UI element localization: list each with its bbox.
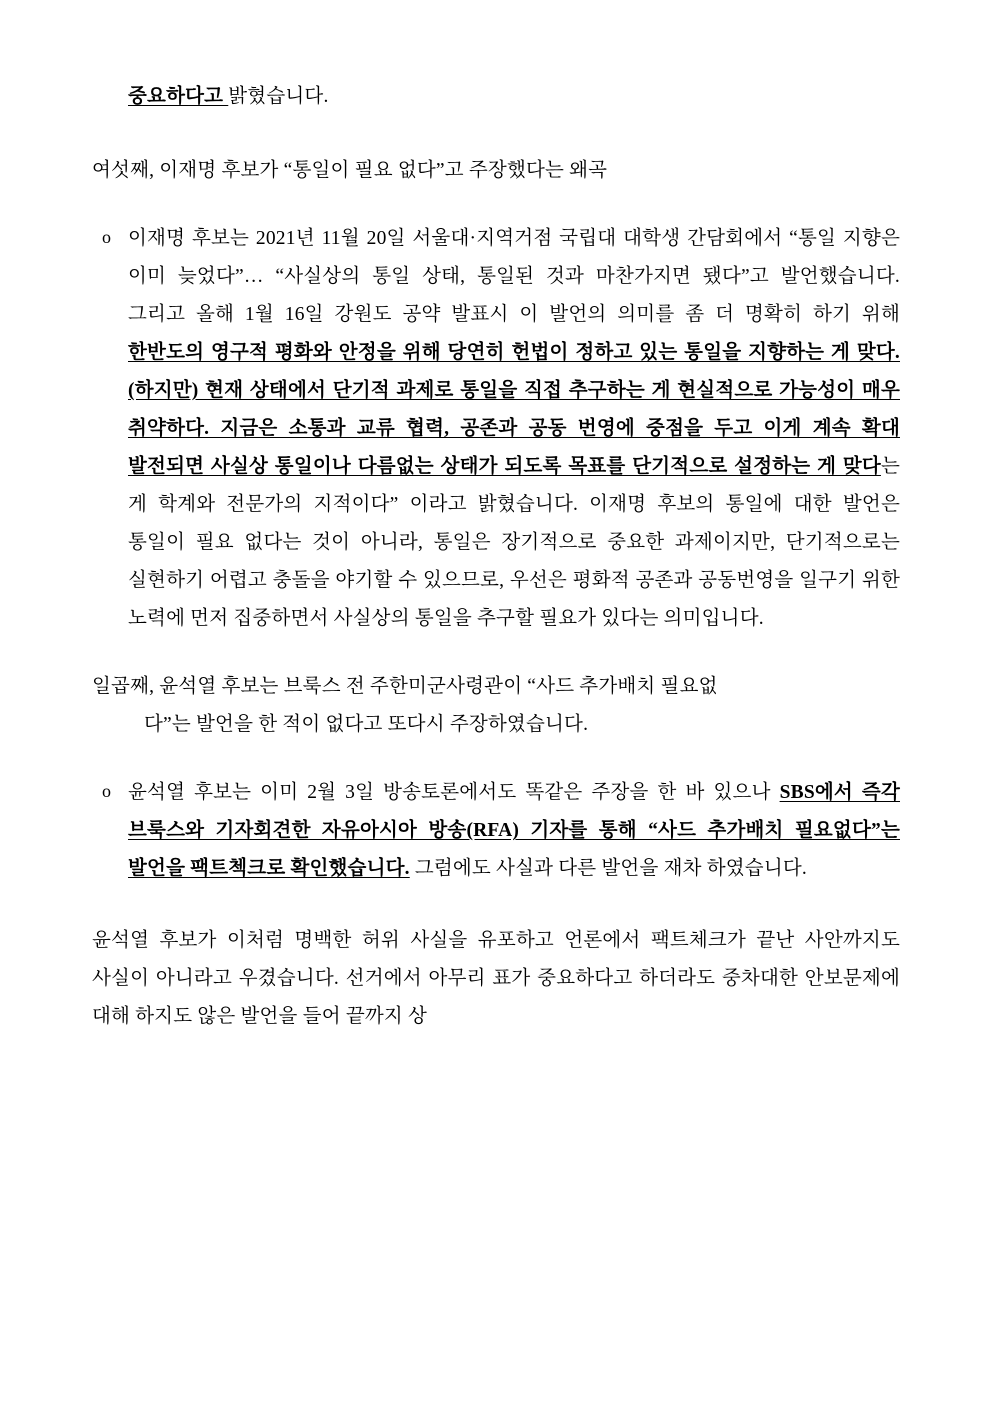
document-body (92, 78, 900, 1036)
bullet-item-1 (92, 220, 900, 638)
plain-text: 밝혔습니다. (228, 86, 329, 107)
bullet-item-2 (92, 774, 900, 888)
paragraph-closing: 윤석열 후보가 이처럼 명백한 허위 사실을 유포하고 언론에서 팩트체크가 끝난 사안까지도 사실이 아니라고 우겼습니다. 선거에서 아무리 표가 중요하다고 하더라도 중차대한 안보문제에 대해 하지도 않은 발언을 들어 끝까지 상 (92, 930, 900, 1028)
emphasis-text: 중요하다고 (128, 86, 229, 107)
bullet-1-emphasis: 한반도의 영구적 평화와 안정을 위해 당연히 헌법이 정하고 있는 통일을 지향하는 게 맞다. (하지만) 현재 상태에서 단기적 과제로 통일을 직접 추구하는 게 현실적으로 가능성이 매우 취약하다. 지금은 소통과 교류 협력, 공존과 공동 번영에 중점을 두고 이게 계속 확대 발전되면 사실상 통일이나 다름없는 상태가 되도록 목표를 단기적으로 설정하는 게 맞다 (128, 342, 900, 478)
bullet-1-text-after: 는 게 학계와 전문가의 지적이다” 이라고 밝혔습니다. 이재명 후보의 통일에 대한 발언은 통일이 필요 없다는 것이 아니라, 통일은 장기적으로 중요한 과제이지만, 단기적으로는 실현하기 어렵고 충돌을 야기할 수 있으므로, 우선은 평화적 공존과 공동번영을 일구기 위한 노력에 먼저 집중하면서 사실상의 통일을 추구할 필요가 있다는 의미입니다. (128, 456, 900, 630)
bullet-2-text-before: 윤석열 후보는 이미 2월 3일 방송토론에서도 똑같은 주장을 한 바 있으나 (128, 782, 780, 804)
bullet-2-text-after: 그럼에도 사실과 다른 발언을 재차 하였습니다. (409, 858, 807, 880)
section-heading-six: 여섯째, 이재명 후보가 “통일이 필요 없다”고 주장했다는 왜곡 (92, 160, 608, 182)
bullet-text-1 (128, 220, 900, 638)
bullet-2-emphasis: SBS에서 즉각 브룩스와 기자회견한 자유아시아 방송(RFA) 기자를 통해 “사드 추가배치 필요없다”는 발언을 팩트첵크로 확인했습니다. (128, 782, 900, 880)
bullet-marker: o (102, 781, 112, 802)
heading-seven-line-2: 다”는 발언을 한 적이 없다고 또다시 주장하였습니다. (144, 714, 589, 736)
bullet-text-2 (128, 774, 900, 888)
heading-seven-line-1: 일곱째, 윤석열 후보는 브룩스 전 주한미군사령관이 “사드 추가배치 필요없 (92, 676, 718, 698)
bullet-marker: o (102, 227, 112, 248)
bullet-1-text-before: 이재명 후보는 2021년 11월 20일 서울대·지역거점 국립대 대학생 간담회에서 “통일 지향은 이미 늦었다”… “사실상의 통일 상태, 통일된 것과 마찬가지면 됐다”고 발언했습니다. 그리고 올해 1월 16일 강원도 공약 발표시 이 발언의 의미를 좀 더 명확히 하기 위해 (128, 228, 900, 326)
paragraph-continuation (92, 78, 900, 116)
section-heading-seven (92, 668, 900, 744)
